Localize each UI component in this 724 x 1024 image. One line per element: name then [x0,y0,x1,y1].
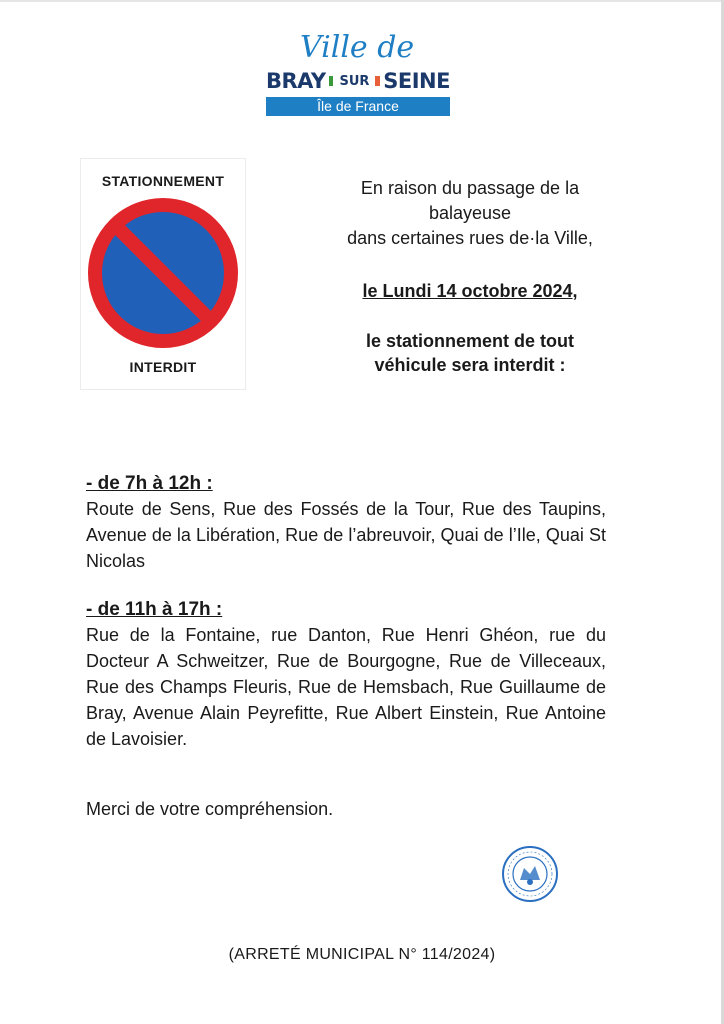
green-square-icon [329,76,334,86]
rule-line-1: le stationnement de tout [365,331,574,351]
scan-edge-top [0,0,724,2]
town-logo [266,28,450,118]
mairie-seal-icon [500,844,560,904]
schedule-streets: Route de Sens, Rue des Fossés de la Tour, Rue des Taupins, Avenue de la Libération, Rue de l’abreuvoir, Quai de l’Ile, Quai St Nicolas [86,499,606,571]
schedule-afternoon [86,598,606,752]
intro-line-3: dans certaines rues de·la Ville, [347,228,593,248]
orange-square-icon [375,76,380,86]
logo-seine: SEINE [383,69,450,93]
date-text: le Lundi 14 octobre 2024 [362,281,573,301]
logo-region-band: Île de France [266,97,450,116]
schedule-heading: - de 7h à 12h : [86,473,213,494]
sign-bottom-label: INTERDIT [129,359,197,375]
logo-town-name [266,66,450,96]
no-parking-icon [87,197,239,349]
schedule-streets: Rue de la Fontaine, rue Danton, Rue Henri Ghéon, rue du Docteur A Schweitzer, Rue de Bourgogne, Rue de Villeceaux, Rue des Champs Fleuris, Rue de Hemsbach, Rue Guillaume de Bray, Avenue Alain Peyrefitte, Rue Albert Einstein, Rue Antoine de Lavoisier. [86,625,606,749]
no-parking-sign [80,158,246,390]
parking-rule [300,329,640,377]
schedule-morning [86,472,606,574]
schedule-heading: - de 11h à 17h : [86,599,223,620]
municipal-decree: (ARRETÉ MUNICIPAL N° 114/2024) [228,946,496,963]
logo-sur: SUR [339,73,370,89]
thanks-text: Merci de votre compréhension. [86,799,334,819]
logo-bray: BRAY [266,69,326,93]
date-suffix: , [572,281,578,301]
logo-script-text: Ville de [300,30,415,65]
rule-line-2: véhicule sera interdit : [374,355,566,375]
sign-top-label: STATIONNEMENT [101,173,225,189]
date-line [300,279,640,304]
intro-text [300,176,640,251]
intro-line-1: En raison du passage de la [360,178,580,198]
intro-line-2: balayeuse [428,203,512,223]
